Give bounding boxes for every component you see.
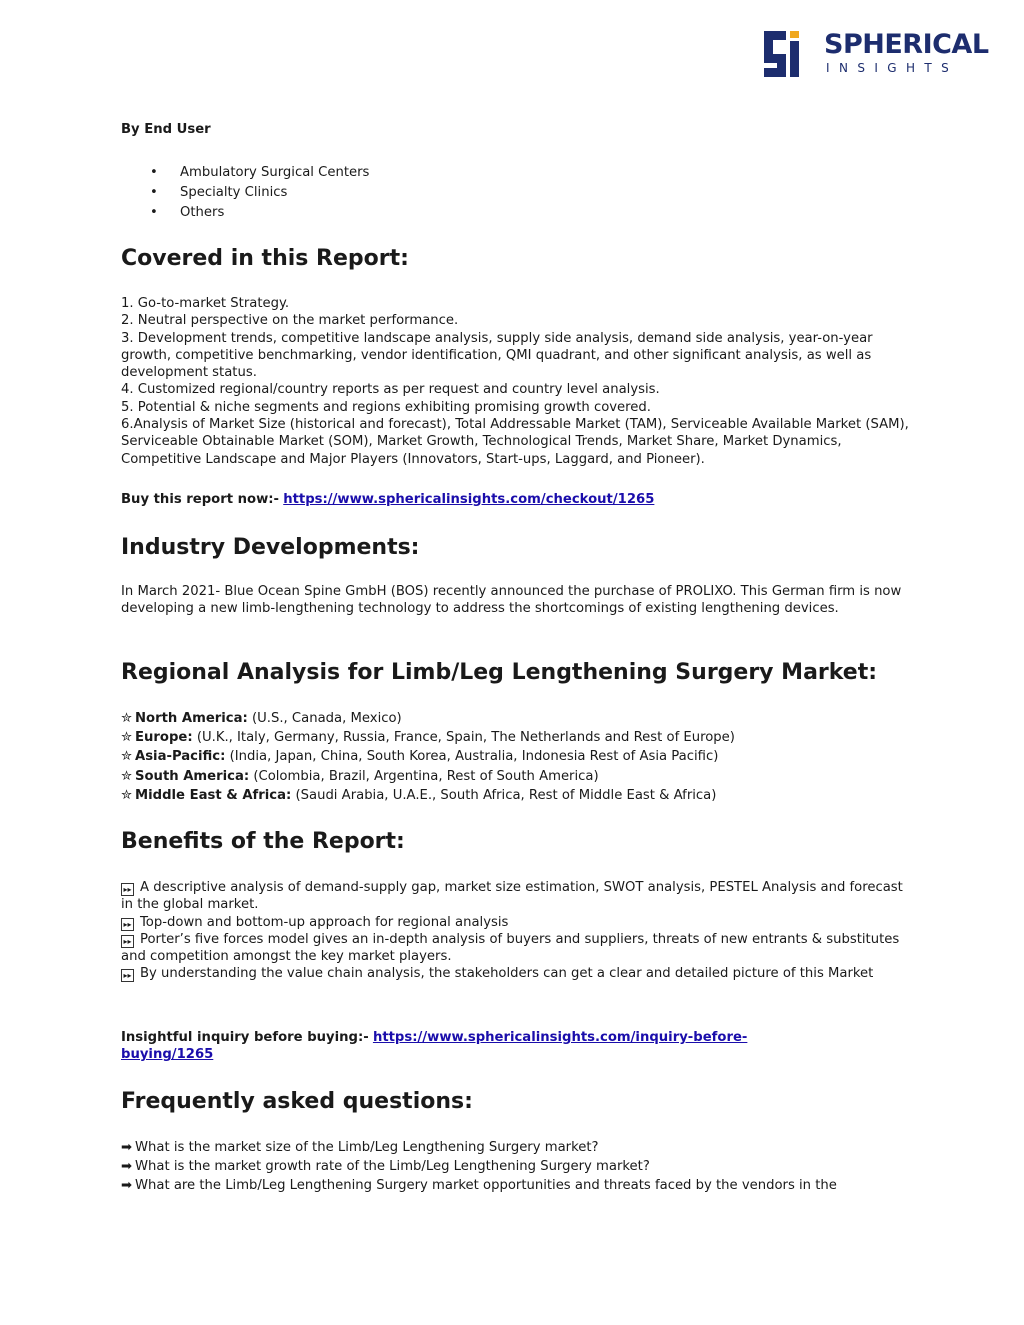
list-item: 1. Go-to-market Strategy. — [121, 296, 290, 311]
arrow-right-icon: ➡ — [121, 1178, 133, 1194]
list-item: ➡ What are the Limb/Leg Lengthening Surgery market opportunities and threats faced by the vendors in the — [121, 1176, 911, 1195]
industry-heading: Industry Developments: — [121, 535, 420, 560]
list-item: ➡ What is the market growth rate of the Limb/Leg Lengthening Surgery market? — [121, 1157, 911, 1176]
bullet-icon: • — [150, 185, 158, 200]
covered-heading: Covered in this Report: — [121, 246, 409, 271]
regional-heading: Regional Analysis for Limb/Leg Lengthening Surgery Market: — [121, 660, 878, 685]
list-item: 6.Analysis of Market Size (historical and forecast), Total Addressable Market (TAM), Serviceable Available Market (SAM), Serviceable Obtainable Market (SOM), Market Growth, Technological Trends, Market Share, Market Dynamics, Competitive Landscape and Major Players (Innovators, Start-ups, Laggard, and Pioneer). — [121, 417, 909, 467]
list-item: 2. Neutral perspective on the market performance. — [121, 313, 459, 329]
regional-list — [121, 709, 911, 805]
checkout-link[interactable]: https://www.sphericalinsights.com/checkout/1265 — [283, 492, 655, 507]
list-item: ▸▸ Top-down and bottom-up approach for regional analysis — [121, 914, 911, 931]
fast-forward-icon: ▸▸ — [121, 883, 134, 896]
star-icon: ✮ — [121, 787, 133, 803]
industry-text: In March 2021- Blue Ocean Spine GmbH (BOS) recently announced the purchase of PROLIXO. This German firm is now developing a new limb-lengthening technology to address the shortcomings of existing lengthening devices. — [121, 584, 902, 617]
logo-name: SPHERICAL — [824, 29, 989, 60]
benefits-list — [121, 879, 911, 983]
list-item: ▸▸ A descriptive analysis of demand-supply gap, market size estimation, SWOT analysis, PESTEL Analysis and forecast in the global market. — [121, 880, 903, 913]
arrow-right-icon: ➡ — [121, 1159, 133, 1175]
list-item: 3. Development trends, competitive landscape analysis, supply side analysis, demand side analysis, year-on-year growth, competitive benchmarking, vendor identification, QMI quadrant, and other significant analysis, as well as development status. — [121, 330, 873, 381]
list-item: ▸▸ By understanding the value chain analysis, the stakeholders can get a clear and detailed picture of this Market — [121, 965, 911, 982]
bullet-icon: • — [150, 165, 158, 180]
inquiry-label: Insightful inquiry before buying:- — [121, 1030, 369, 1045]
list-item: 4. Customized regional/country reports as per request and country level analysis. — [121, 382, 660, 398]
list-item: ✮ Middle East & Africa: (Saudi Arabia, U.A.E., South Africa, Rest of Middle East & Africa) — [121, 786, 911, 805]
star-icon: ✮ — [121, 730, 133, 746]
end-user-list — [121, 163, 821, 223]
list-item: ➡ What is the market size of the Limb/Leg Lengthening Surgery market? — [121, 1138, 911, 1157]
star-icon: ✮ — [121, 749, 133, 765]
benefits-heading: Benefits of the Report: — [121, 829, 405, 854]
star-icon: ✮ — [121, 768, 133, 784]
buy-now-label: Buy this report now:- — [121, 492, 280, 507]
list-item: ▸▸ Porter’s five forces model gives an in-depth analysis of buyers and suppliers, threats of new entrants & substitutes and competition amongst the key market players. — [121, 931, 900, 965]
buy-now-line — [121, 491, 654, 508]
star-icon: ✮ — [121, 711, 133, 726]
list-item: ✮ South America: (Colombia, Brazil, Argentina, Rest of South America) — [121, 767, 911, 786]
list-item: • Others — [121, 203, 821, 223]
list-item: ✮ North America: (U.S., Canada, Mexico) — [121, 709, 911, 728]
brand-logo — [764, 29, 989, 78]
list-item: ✮ Asia-Pacific: (India, Japan, China, South Korea, Australia, Indonesia Rest of Asia Pacific) — [121, 747, 911, 766]
faq-list — [121, 1138, 911, 1196]
inquiry-link[interactable]: https://www.sphericalinsights.com/inquiry-before-buying/1265 — [121, 1030, 748, 1063]
list-item: 5. Potential & niche segments and regions exhibiting promising growth covered. — [121, 399, 651, 415]
bullet-icon: • — [150, 205, 158, 220]
fast-forward-icon: ▸▸ — [121, 918, 134, 931]
arrow-right-icon: ➡ — [121, 1140, 133, 1155]
faq-heading: Frequently asked questions: — [121, 1089, 473, 1114]
logo-tagline: INSIGHTS — [826, 61, 959, 75]
logo-mark-icon — [764, 31, 812, 77]
list-item: • Specialty Clinics — [121, 183, 821, 203]
list-item: ✮ Europe: (U.K., Italy, Germany, Russia, France, Spain, The Netherlands and Rest of Europe) — [121, 728, 911, 747]
fast-forward-icon: ▸▸ — [121, 935, 134, 948]
list-item: • Ambulatory Surgical Centers — [121, 163, 821, 183]
inquiry-line — [121, 1029, 821, 1064]
end-user-heading: By End User — [121, 122, 211, 137]
fast-forward-icon: ▸▸ — [121, 969, 134, 982]
covered-list — [121, 295, 911, 468]
